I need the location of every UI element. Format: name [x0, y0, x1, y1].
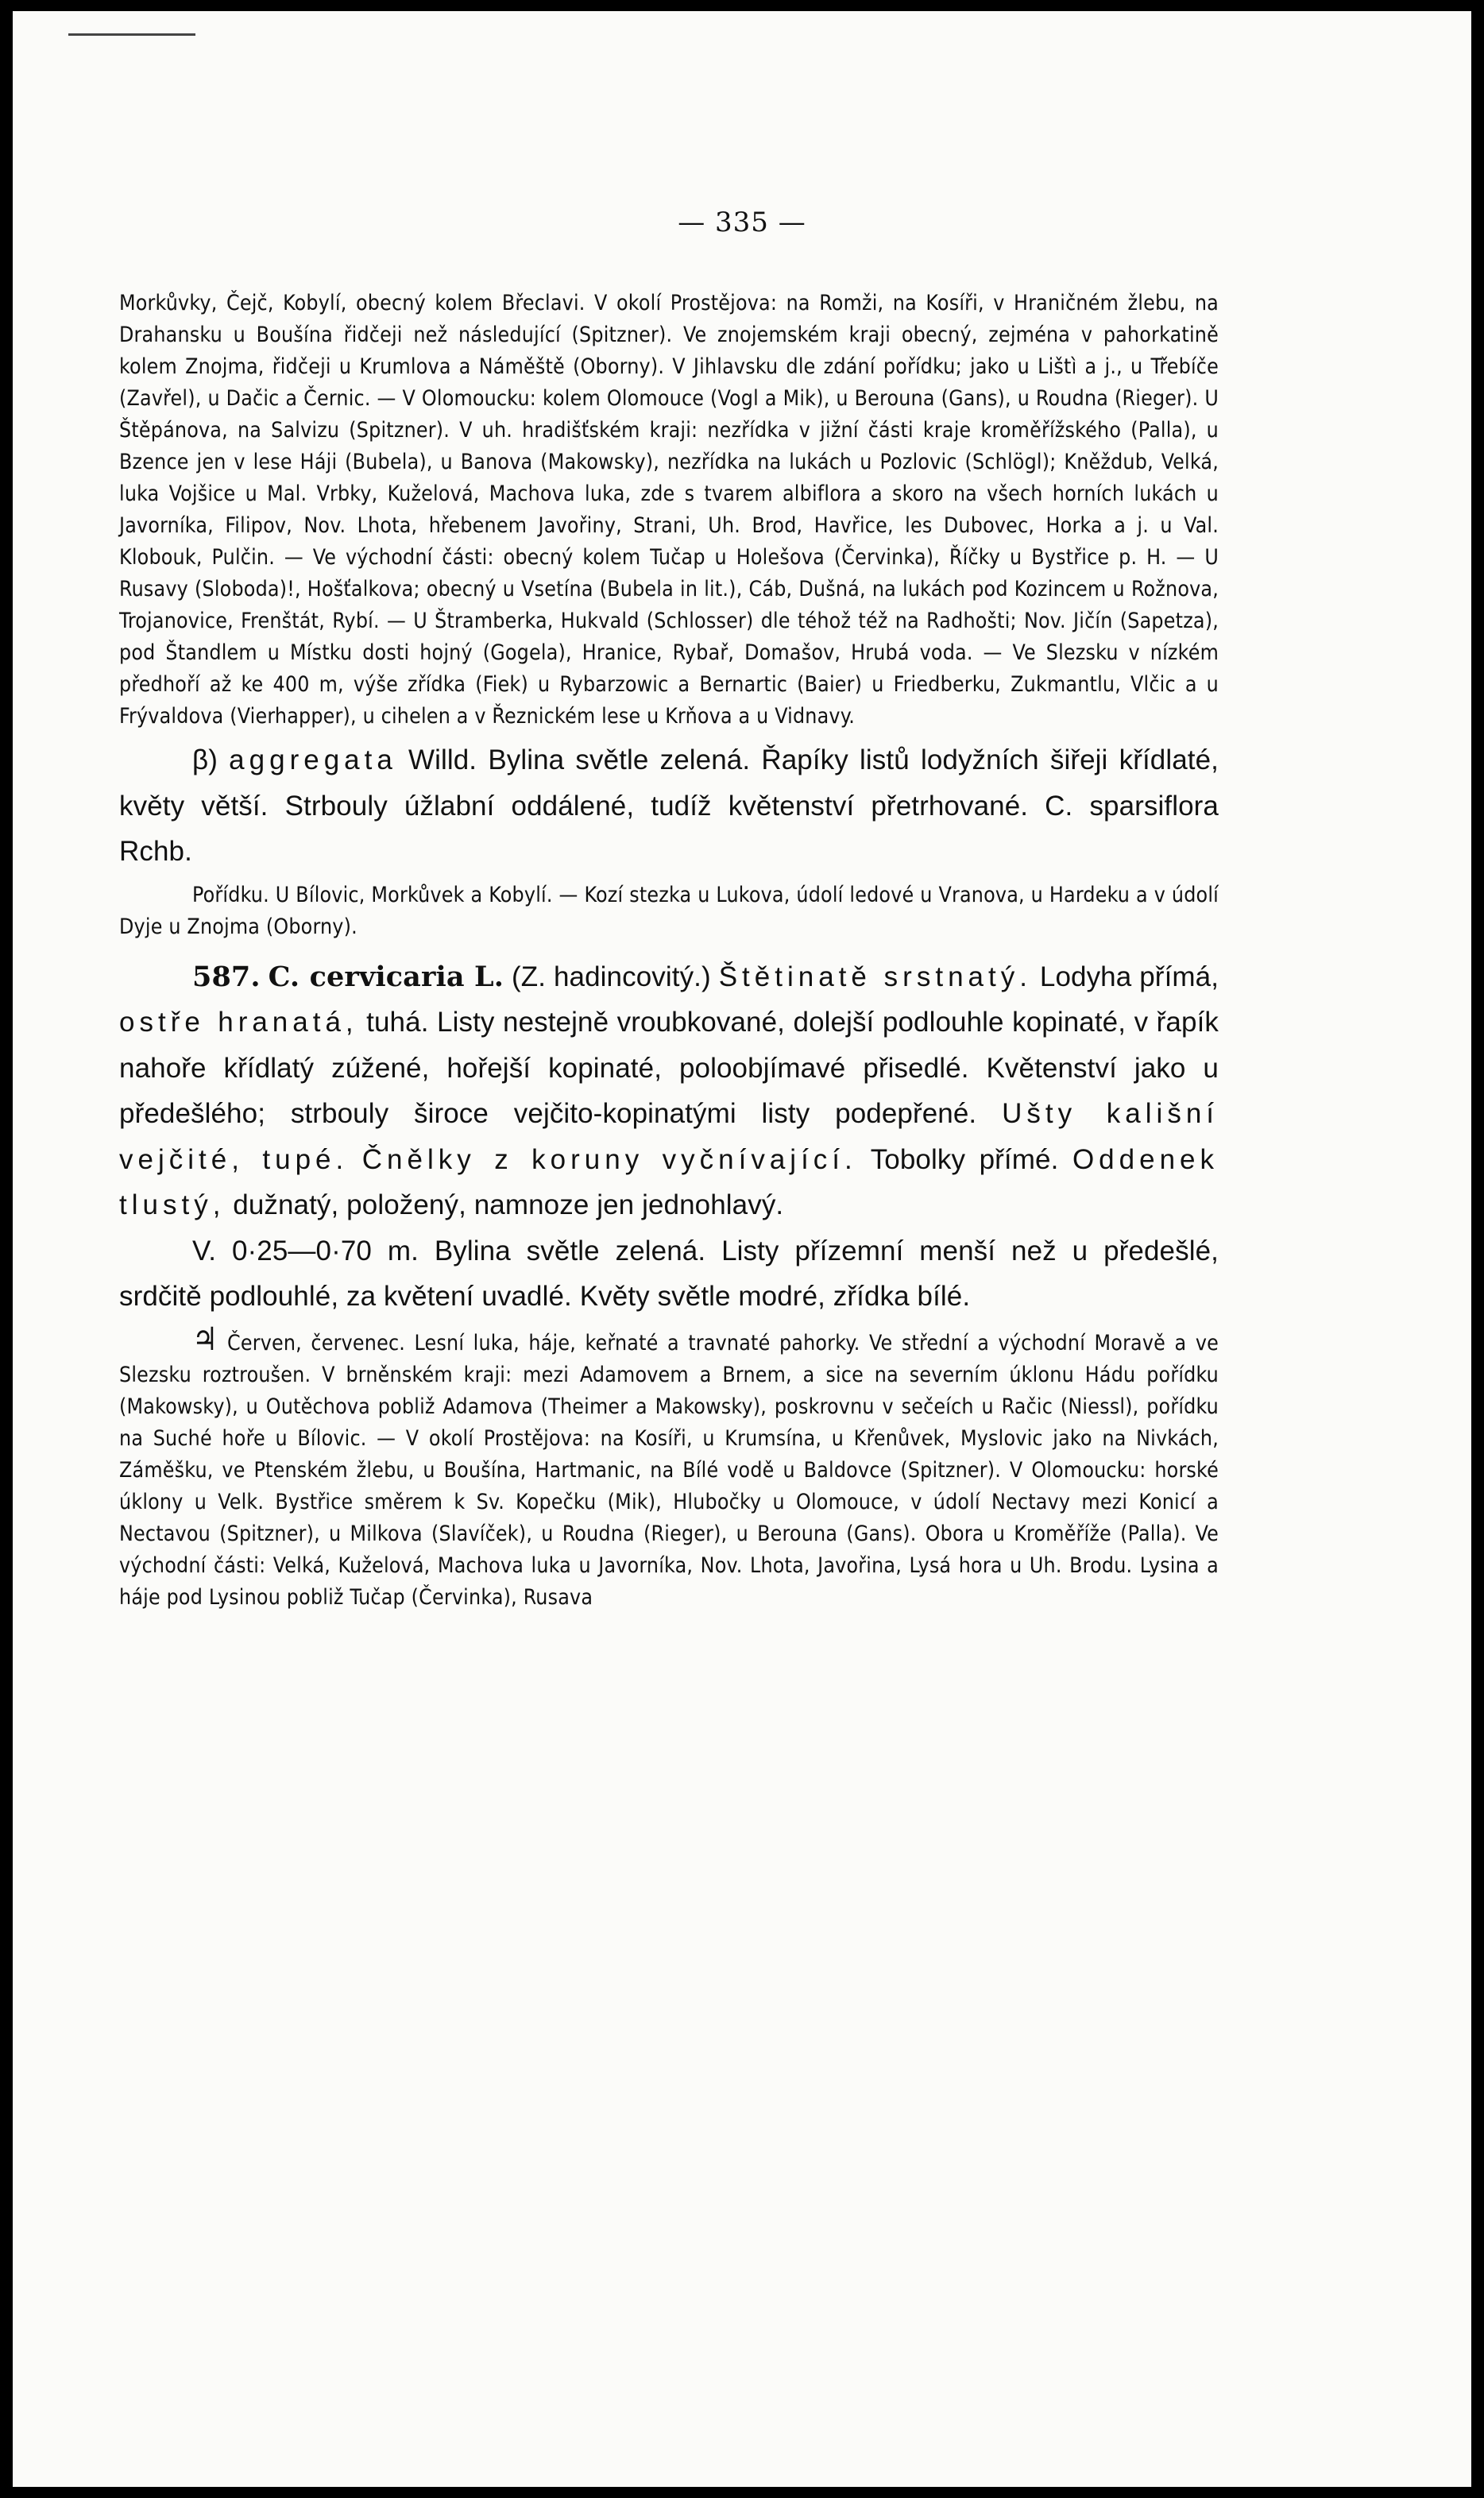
species-number: 587.: [192, 960, 261, 993]
stem-text: Lodyha přímá,: [1039, 961, 1219, 992]
habitat-distribution: [119, 1321, 1219, 1614]
book-page: [13, 11, 1471, 2487]
capsule-text: Tobolky přímé.: [870, 1143, 1059, 1175]
species-czech-name: (Z. hadincovitý.): [511, 961, 711, 992]
perennial-symbol: ♃: [192, 1321, 218, 1358]
species-czech-epithet: Štětinatě srstnatý.: [718, 961, 1032, 992]
habitat-distribution-text: Červen, červenec. Lesní luka, háje, keřnaté a travnaté pahorky. Ve střední a východní Moravě a ve Slezsku roztroušen. V brněnském kraji: mezi Adamovem a Brnem, a sice na severním úklonu Hádu pořídku (Makowsky), u Outěchova pobliž Adamova (Theimer a Makowsky), poskrovnu v sečeích u Račic (Niessl), pořídku na Suché hoře u Bílovic. — V okolí Prostějova: na Kosíři, u Krumsína, u Křenůvek, Myslovic jako na Nivkách, Záměšku, ve Ptenském žlebu, u Boušína, Hartmanic, na Bílé vodě u Baldovce (Spitzner). V Olomoucku: horské úklony u Velk. Bystřice směrem k Sv. Kopečku (Mik), Hlubočky u Olomouce, v údolí Nectavy mezi Konicí a Nectavou (Spitzner), u Milkova (Slavíček), u Roudna (Rieger), u Berouna (Gans). Obora u Kroměříže (Palla). Ve východní části: Velká, Kuželová, Machova luka u Javorníka, Nov. Lhota, Javořina, Lysá hora u Uh. Brodu. Lysina a háje pod Lysinou pobliž Tučap (Červinka), Rusava: [119, 1330, 1219, 1610]
variety-marker: β): [192, 744, 218, 775]
size-description: V. 0·25—0·70 m. Bylina světle zelená. Listy přízemní menší než u předešlé, srdčitě podlouhlé, za květení uvadlé. Květy světle modré, zřídka bílé.: [119, 1235, 1219, 1312]
top-edge-rule: [68, 33, 195, 36]
style-text: Čnělky z koruny vyčnívající.: [361, 1143, 857, 1175]
distribution-paragraph: Morkůvky, Čejč, Kobylí, obecný kolem Břeclavi. V okolí Prostějova: na Romži, na Kosíři, v Hraničném žlebu, na Drahansku u Boušína řidčeji než následující (Spitzner). Ve znojemském kraji obecný, zejména v pahorkatině kolem Znojma, řidčeji u Krumlova a Náměště (Oborny). V Jihlavsku dle zdání pořídku; jako u Lištì a j., u Třebíče (Zavřel), u Dačic a Černic. — V Olomoucku: kolem Olomouce (Vogl a Mik), u Berouna (Gans), u Roudna (Rieger). U Štěpánova, na Salvizu (Spitzner). V uh. hradišťském kraji: nezřídka v jižní části kraje kroměřížského (Palla), u Bzence jen v lese Háji (Bubela), u Banova (Makowsky), nezřídka na lukách u Pozlovic (Schlögl); Kněždub, Velká, luka Vojšice u Mal. Vrbky, Kuželová, Machova luka, zde s tvarem albiflora a skoro na všech horních lukách u Javorníka, Filipov, Nov. Lhota, hřebenem Javořiny, Strani, Uh. Brod, Havřice, les Dubovec, Horka a j. u Val. Klobouk, Pulčin. — Ve východní části: obecný kolem Tučap u Holešova (Červinka), Říčky u Bystřice p. H. — U Rusavy (Sloboda)!, Hošťalkova; obecný u Vsetína (Bubela in lit.), Cáb, Dušná, na lukách pod Kozincem u Rožnova, Trojanovice, Frenštát, Rybí. — U Štramberka, Hukvald (Schlosser) dle téhož též na Radhošti; Nov. Jičín (Sapetza), pod Štandlem u Místku dosti hojný (Gogela), Hranice, Rybař, Domašov, Hrubá voda. — Ve Slezsku v nízkém předhoří až ke 400 m, výše zřídka (Fiek) u Rybarzowic a Bernartic (Baier) u Friedberku, Zukmantlu, Vlčic a u Frývaldova (Vierhapper), u cihelen a v Řeznickém lese u Krňova a u Vidnavy.: [119, 291, 1219, 729]
calyx-text: Ušty kališní vejčité, tupé.: [119, 1098, 1219, 1175]
rhizome-detail-text: dužnatý, položený, namnoze jen jednohlavý.: [233, 1189, 784, 1220]
rhizome-text: Oddenek tlustý,: [119, 1143, 1219, 1220]
variety-beta-paragraph: [119, 737, 1219, 875]
species-name: C. cervicaria L.: [268, 960, 504, 993]
stem-angular-text: ostře hranatá,: [119, 1007, 358, 1038]
leaves-text: tuhá. Listy nestejně vroubkované, dolejší podlouhle kopinaté, v řapík nahoře křídlatý zúžené, hořejší kopinaté, poloobjímavé přisedlé. Květenství jako u předešlého; strbouly široce vejčito-kopinatými listy podepřené.: [119, 1007, 1219, 1129]
variety-author: Willd.: [408, 744, 477, 775]
text-column: [119, 288, 1219, 1614]
species-description: [119, 954, 1219, 1228]
page-number: — 335 —: [678, 207, 806, 238]
variety-distribution: Pořídku. U Bílovic, Morkůvek a Kobylí. — Kozí stezka u Lukova, údolí ledové u Vranova, u Hardeku a v údolí Dyje u Znojma (Oborny).: [119, 882, 1219, 939]
variety-description: Bylina světle zelená. Řapíky listů lodyžních šiřeji křídlaté, květy větší. Strbouly úžlabní oddálené, tudíž květenství přetrhované. C. sparsiflora Rchb.: [119, 744, 1219, 867]
variety-name: aggregata: [229, 744, 397, 775]
